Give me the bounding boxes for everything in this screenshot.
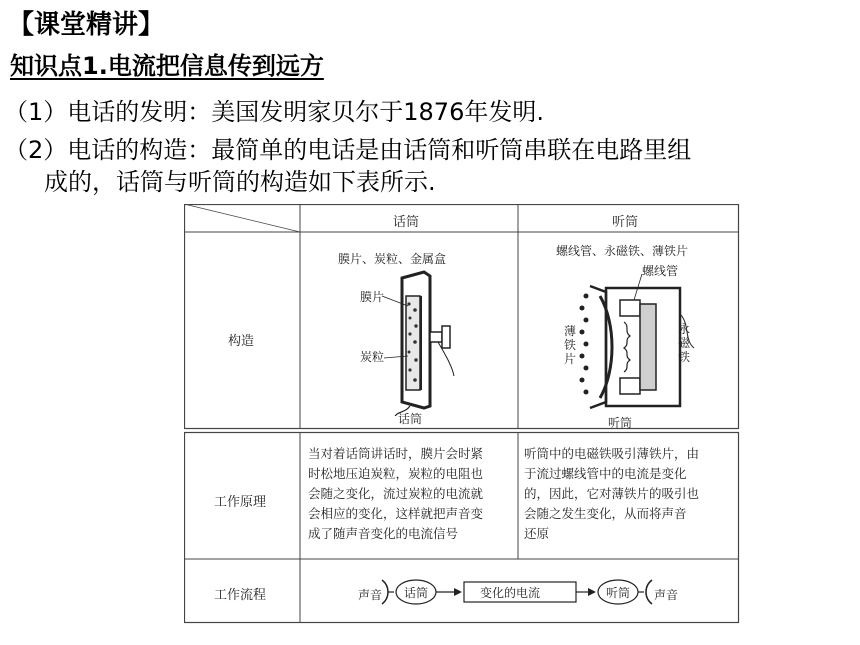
point-2-text-line2: 成的，话筒与听筒的构造如下表所示. [44,168,436,196]
section-title: 知识点1.电流把信息传到远方 [10,52,324,80]
flow-receiver: 听筒 [606,586,631,600]
row-header-principle: 工作原理 [214,495,267,510]
receiver-label-magnet: 永 磁 铁 [678,322,691,364]
receiver-label-coil: 螺线管 [642,264,679,278]
column-header-mic: 话筒 [393,215,420,230]
column-header-receiver: 听筒 [612,215,639,230]
receiver-principle-text: 听筒中的电磁铁吸引薄铁片，由 于流过螺线管中的电流是变化 的，因此，它对薄铁片的吸引也 会随之发生变化，从而将声音 还原 [524,446,700,541]
mic-label-carbon: 炭粒 [360,350,385,364]
point-2-text-line1: （2）电话的构造：最简单的电话是由话筒和听筒串联在电路里组 [4,136,692,164]
receiver-label-bottom: 听筒 [608,416,633,430]
page-heading: 【课堂精讲】 [8,10,165,40]
flow-sound-out: 声音 [654,588,679,602]
telephone-structure-table [184,204,740,624]
receiver-label-plate: 薄 铁 片 [564,324,577,366]
point-1-text: （1）电话的发明：美国发明家贝尔于1876年发明. [4,98,544,126]
mic-label-diaphragm: 膜片 [360,290,385,304]
row-header-flow: 工作流程 [214,588,267,603]
mic-parts-caption: 膜片、炭粒、金属盒 [338,252,447,266]
row-header-structure: 构造 [228,334,255,349]
receiver-parts-caption: 螺线管、永磁铁、薄铁片 [556,244,689,258]
flow-current: 变化的电流 [480,586,541,600]
mic-label-bottom: 话筒 [398,412,423,426]
mic-principle-text: 当对着话筒讲话时，膜片会时紧 时松地压迫炭粒，炭粒的电阻也 会随之变化，流过炭粒的电流就 会相应的变化，这样就把声音变 成了随声音变化的电流信号 [308,446,484,541]
flow-sound-in: 声音 [358,588,383,602]
flow-mic: 话筒 [404,586,429,600]
